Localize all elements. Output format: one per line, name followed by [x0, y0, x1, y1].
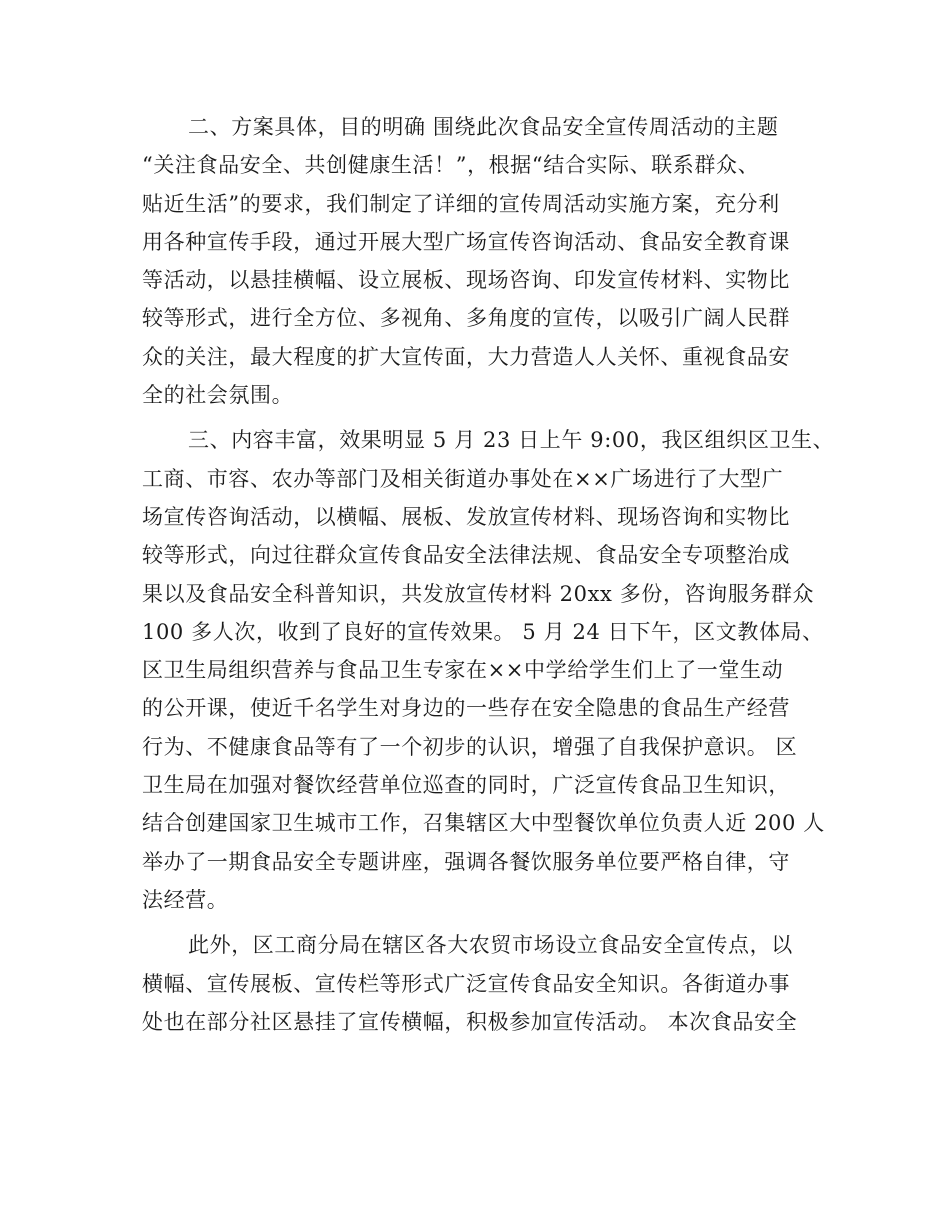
- text-line: 较等形式，向过往群众宣传食品安全法律法规、食品安全专项整治成: [142, 543, 790, 568]
- text-line: 较等形式，进行全方位、多视角、多角度的宣传，以吸引广阔人民群: [142, 306, 790, 331]
- text-line: 100 多人次，收到了良好的宣传效果。 5 月 24 日下午，区文教体局、: [142, 619, 824, 644]
- paragraph-plan: [142, 108, 812, 414]
- text-line: 二、方案具体，目的明确 围绕此次食品安全宣传周活动的主题: [188, 115, 779, 139]
- text-line: 处也在部分社区悬挂了宣传横幅，积极参加宣传活动。 本次食品安全: [142, 1009, 798, 1034]
- text-line: “关注食品安全、共创健康生活！”，根据“结合实际、联系群众、: [142, 153, 760, 178]
- text-line: 等活动，以悬挂横幅、设立展板、现场咨询、印发宣传材料、实物比: [142, 268, 790, 293]
- text-line: 用各种宣传手段，通过开展大型广场宣传咨询活动、食品安全教育课: [142, 229, 790, 254]
- text-line: 区卫生局组织营养与食品卫生专家在××中学给学生们上了一堂生动: [142, 658, 784, 683]
- paragraph-additional: [142, 926, 812, 1041]
- text-line: 举办了一期食品安全专题讲座，强调各餐饮服务单位要严格自律，守: [142, 849, 790, 874]
- text-line: 的公开课，使近千名学生对身边的一些存在安全隐患的食品生产经营: [142, 696, 790, 721]
- text-line: 横幅、宣传展板、宣传栏等形式广泛宣传食品安全知识。各街道办事: [142, 971, 790, 996]
- text-line: 三、内容丰富，效果明显 5 月 23 日上午 9:00，我区组织区卫生、: [188, 428, 835, 453]
- text-line: 工商、市容、农办等部门及相关街道办事处在××广场进行了大型广: [142, 466, 784, 491]
- document-body: [142, 108, 835, 1048]
- paragraph-content: [142, 421, 835, 919]
- text-line: 结合创建国家卫生城市工作，召集辖区大中型餐饮单位负责人近 200 人: [142, 811, 825, 836]
- text-line: 卫生局在加强对餐饮经营单位巡查的同时，广泛宣传食品卫生知识，: [142, 773, 790, 798]
- text-line: 法经营。: [142, 887, 229, 912]
- text-line: 此外，区工商分局在辖区各大农贸市场设立食品安全宣传点，以: [188, 933, 793, 958]
- text-line: 全的社会氛围。: [142, 383, 294, 408]
- text-line: 贴近生活”的要求，我们制定了详细的宣传周活动实施方案，充分利: [142, 191, 780, 216]
- text-line: 场宣传咨询活动，以横幅、展板、发放宣传材料、现场咨询和实物比: [142, 504, 790, 529]
- text-line: 果以及食品安全科普知识，共发放宣传材料 20xx 多份，咨询服务群众: [142, 581, 815, 606]
- text-line: 行为、不健康食品等有了一个初步的认识，增强了自我保护意识。 区: [142, 734, 798, 759]
- text-line: 众的关注，最大程度的扩大宣传面，大力营造人人关怀、重视食品安: [142, 344, 790, 369]
